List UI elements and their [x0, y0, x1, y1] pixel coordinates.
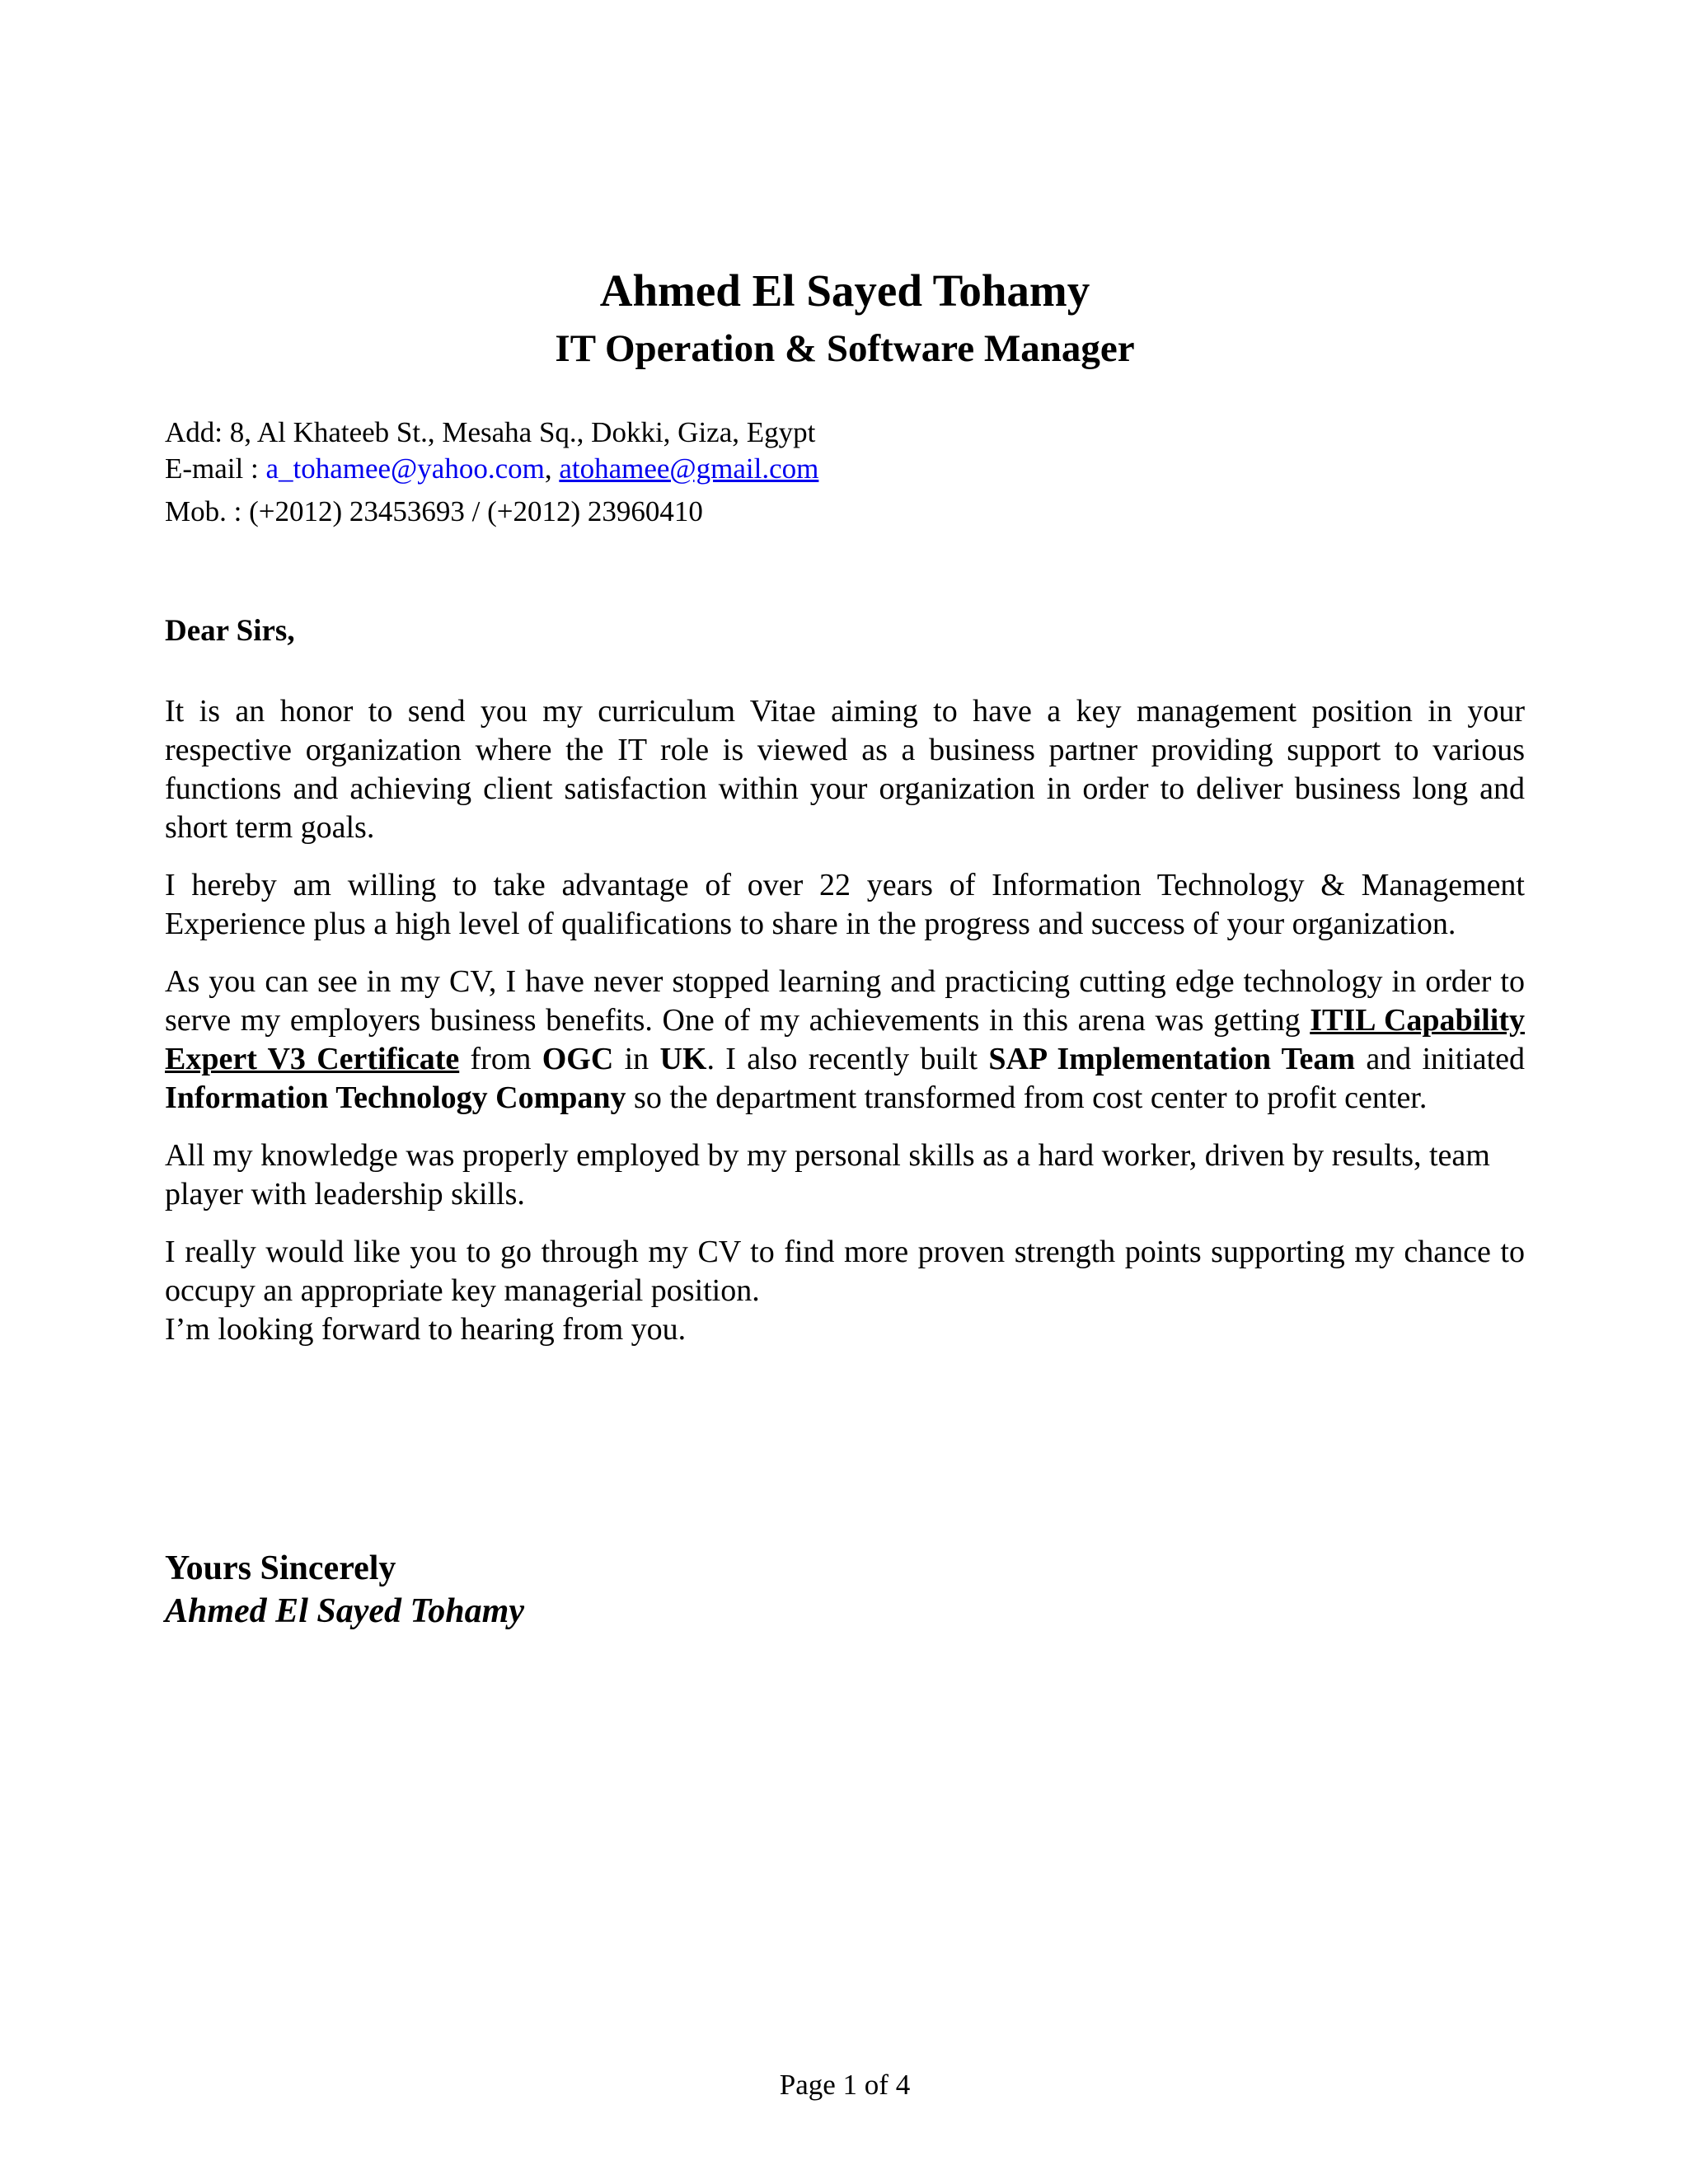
- it-company: Information Technology Company: [165, 1080, 626, 1115]
- letter-body: [165, 692, 1525, 1349]
- address-line: Add: 8, Al Khateeb St., Mesaha Sq., Dokki, Giza, Egypt: [165, 416, 816, 448]
- p3-text-2: from: [459, 1042, 542, 1076]
- letter-header: [165, 262, 1525, 377]
- sender-role: IT Operation & Software Manager: [555, 327, 1135, 370]
- ogc: OGC: [542, 1042, 614, 1076]
- greeting: Dear Sirs,: [165, 614, 295, 648]
- paragraph-1: It is an honor to send you my curriculum Vitae aiming to have a key management position in your respective organization where the IT role is viewed as a business partner providing support to various functions and achieving client satisfaction within your organization in order to deliver business long and short term goals.: [165, 694, 1525, 845]
- contact-block: [165, 415, 1525, 530]
- paragraph-6: I’m looking forward to hearing from you.: [165, 1312, 687, 1347]
- p3-text-5: and initiated: [1355, 1042, 1526, 1076]
- email-label: E-mail :: [165, 452, 266, 485]
- paragraph-5: I really would like you to go through my CV to find more proven strength points supporting my chance to occupy an appropriate key managerial position.: [165, 1235, 1525, 1308]
- email-separator: ,: [544, 452, 560, 485]
- p3-text-3: in: [613, 1042, 660, 1076]
- email-link-gmail[interactable]: atohamee@gmail.com: [559, 452, 819, 485]
- p3-text-4: . I also recently built: [706, 1042, 989, 1076]
- email-line: [165, 451, 1525, 487]
- email-link-yahoo[interactable]: a_tohamee@yahoo.com: [265, 452, 545, 485]
- closing-block: [165, 1547, 524, 1633]
- p3-text-1: As you can see in my CV, I have never stopped learning and practicing cutting edge technology in order to serve my employers business benefits. One of my achievements in this arena was getting: [165, 964, 1525, 1038]
- itil-certificate: ITIL Capability Expert V3 Certificate: [165, 1003, 1525, 1076]
- paragraph-2: I hereby am willing to take advantage of over 22 years of Information Technology & Management Experience plus a high level of qualifications to share in the progress and success of your organization.: [165, 868, 1525, 941]
- signature-name: Ahmed El Sayed Tohamy: [165, 1592, 524, 1630]
- paragraph-4: All my knowledge was properly employed by my personal skills as a hard worker, driven by results, team player with leadership skills.: [165, 1138, 1490, 1212]
- uk: UK: [659, 1042, 707, 1076]
- mobile-line: Mob. : (+2012) 23453693 / (+2012) 23960410: [165, 495, 703, 527]
- sender-name: Ahmed El Sayed Tohamy: [599, 265, 1090, 316]
- letter-page: [165, 0, 1525, 2184]
- page-number: Page 1 of 4: [779, 2069, 911, 2101]
- sap-team: SAP Implementation Team: [988, 1042, 1356, 1076]
- p3-text-6: so the department transformed from cost center to profit center.: [626, 1080, 1428, 1115]
- closing-phrase: Yours Sincerely: [165, 1549, 396, 1587]
- paragraph-3: [165, 963, 1525, 1118]
